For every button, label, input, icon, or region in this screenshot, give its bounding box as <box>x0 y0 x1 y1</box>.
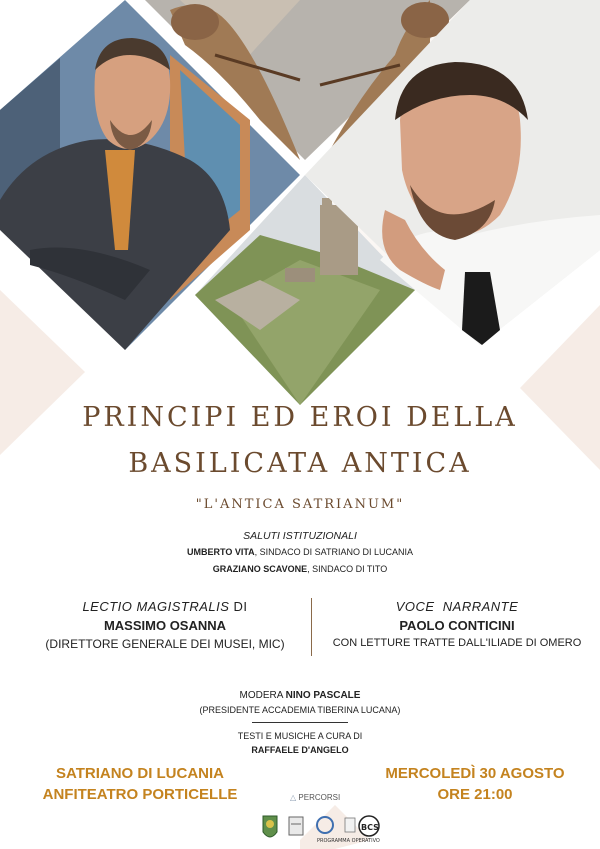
greeting-role-1: , SINDACO DI SATRIANO DI LUCANIA <box>254 547 414 557</box>
narrator-block <box>318 599 596 649</box>
lectio-name: MASSIMO OSANNA <box>103 618 227 633</box>
date-line-1: MERCOLEDÌ 30 AGOSTO <box>385 765 565 782</box>
lectio-desc: (DIRETTORE GENERALE DEI MUSEI, MIC) <box>45 637 285 651</box>
narrator-role: VOCE NARRANTE <box>395 599 519 614</box>
greeting-role-2: , SINDACO DI TITO <box>307 564 388 574</box>
greetings-line-1 <box>0 547 600 557</box>
separator-line <box>252 722 348 723</box>
percorsi-icon: △ <box>290 793 297 802</box>
programma-text: PROGRAMMA OPERATIVO <box>317 838 380 844</box>
municipal-crest-icon <box>263 816 277 837</box>
second-crest-icon <box>289 817 303 835</box>
narrator-name: PAOLO CONTICINI <box>399 618 515 633</box>
title-line-1: PRINCIPI ED EROI DELLA <box>82 402 518 433</box>
lectio-role-suffix: DI <box>233 599 248 614</box>
venue-block <box>20 763 260 805</box>
greetings-heading: SALUTI ISTITUZIONALI <box>243 530 357 542</box>
moderator-desc: (PRESIDENTE ACCADEMIA TIBERINA LUCANA) <box>199 705 401 715</box>
bcs-text: BCS <box>361 823 379 832</box>
photo-collage <box>0 0 600 420</box>
partner-logo-icon <box>345 818 355 832</box>
bcs-logo-icon <box>359 816 379 836</box>
moderator-prefix: MODERA <box>239 690 283 701</box>
narrator-desc: CON LETTURE TRATTE DALL'ILIADE DI OMERO <box>332 637 582 649</box>
sponsor-logos <box>255 812 385 846</box>
venue-line-1: SATRIANO DI LUCANIA <box>55 765 225 782</box>
lectio-block <box>20 599 310 651</box>
lectio-role-label: LECTIO MAGISTRALIS <box>82 599 230 614</box>
moderator-name: NINO PASCALE <box>285 690 361 701</box>
date-block <box>360 763 590 805</box>
music-name: RAFFAELE D'ANGELO <box>251 745 349 755</box>
column-divider <box>311 598 312 656</box>
moderator-line <box>0 690 600 701</box>
subtitle: "L'ANTICA SATRIANUM" <box>195 497 405 512</box>
title-line-2: BASILICATA ANTICA <box>128 448 472 479</box>
greetings-line-2 <box>0 564 600 574</box>
music-line: TESTI E MUSICHE A CURA DI <box>237 731 363 741</box>
venue-line-2: ANFITEATRO PORTICELLE <box>42 786 238 803</box>
greeting-name-2: GRAZIANO SCAVONE <box>212 564 308 574</box>
percorsi-logo <box>290 793 340 802</box>
percorsi-text: PERCORSI <box>298 793 341 802</box>
lectio-role <box>20 599 310 614</box>
date-line-2: ORE 21:00 <box>437 786 513 803</box>
greeting-name-1: UMBERTO VITA <box>186 547 255 557</box>
